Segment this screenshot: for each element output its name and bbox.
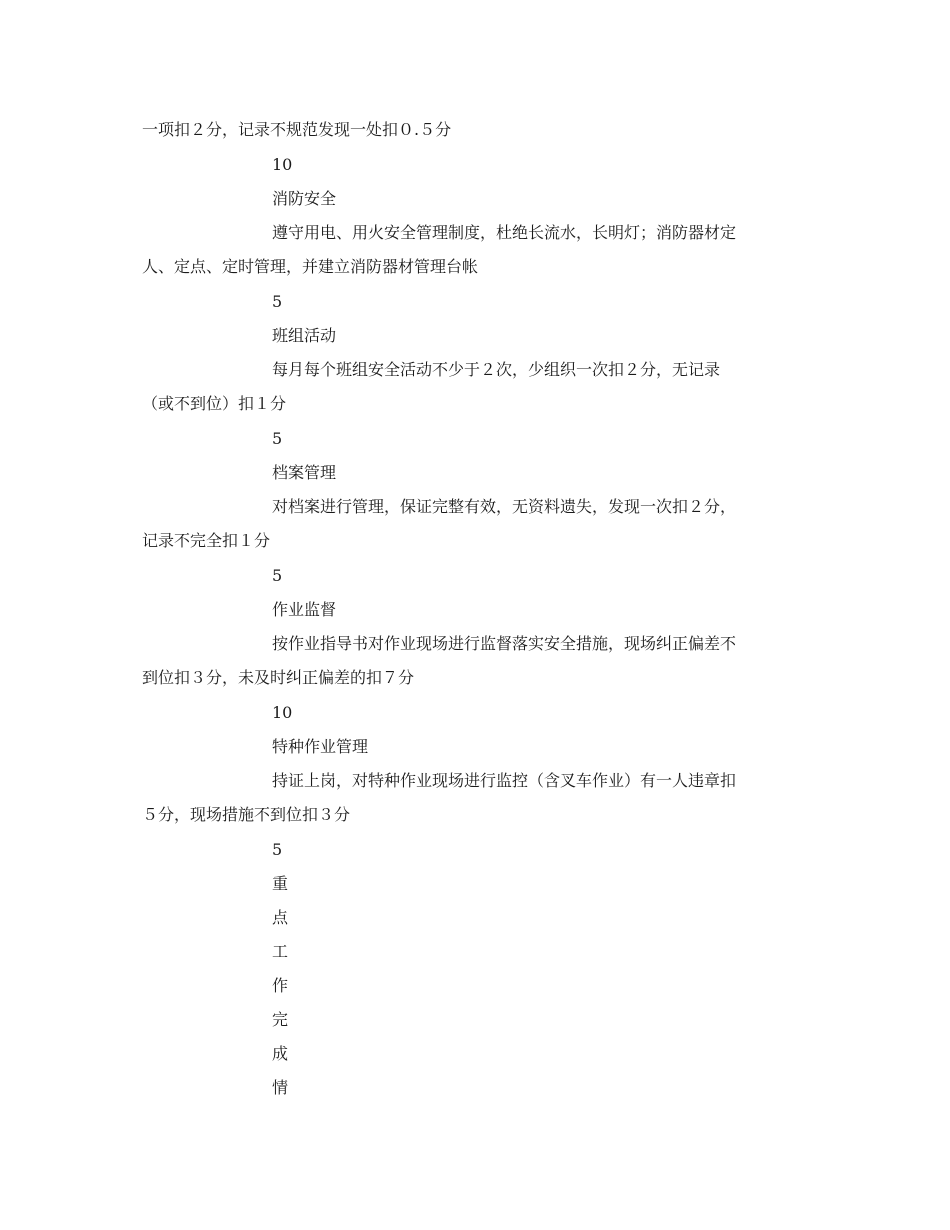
criteria-special-ops-line-1: 持证上岗，对特种作业现场进行监控（含叉车作业）有一人违章扣 [272, 771, 737, 790]
vertical-heading-char: 工 [272, 942, 289, 961]
score-5: 5 [272, 429, 283, 448]
vertical-heading-char: 重 [272, 874, 289, 893]
criteria-archive-line-2: 记录不完全扣１分 [142, 531, 271, 550]
vertical-heading-char: 完 [272, 1010, 289, 1029]
criteria-supervision-line-2: 到位扣３分，未及时纠正偏差的扣７分 [142, 668, 415, 687]
score-5: 5 [272, 840, 283, 859]
criteria-special-ops-line-2: ５分，现场措施不到位扣３分 [142, 805, 351, 824]
criteria-team-activity-line-1: 每月每个班组安全活动不少于２次，少组织一次扣２分，无记录 [272, 360, 721, 379]
criteria-supervision-line-1: 按作业指导书对作业现场进行监督落实安全措施，现场纠正偏差不 [272, 634, 737, 653]
score-5: 5 [272, 292, 283, 311]
item-team-activity: 班组活动 [272, 326, 337, 345]
vertical-heading-char: 点 [272, 908, 289, 927]
vertical-heading-char: 情 [272, 1078, 289, 1097]
score-5: 5 [272, 566, 283, 585]
score-10: 10 [272, 155, 293, 174]
text-line-1: 一项扣２分，记录不规范发现一处扣０.５分 [142, 120, 452, 139]
criteria-archive-line-1: 对档案进行管理，保证完整有效，无资料遗失，发现一次扣２分， [272, 497, 737, 516]
vertical-heading-char: 成 [272, 1044, 289, 1063]
item-archive-management: 档案管理 [272, 463, 337, 482]
score-10: 10 [272, 703, 293, 722]
item-work-supervision: 作业监督 [272, 600, 337, 619]
criteria-team-activity-line-2: （或不到位）扣１分 [142, 394, 287, 413]
criteria-fire-safety-line-1: 遵守用电、用火安全管理制度，杜绝长流水，长明灯；消防器材定 [272, 223, 737, 242]
vertical-heading-char: 作 [272, 976, 289, 995]
item-special-operations: 特种作业管理 [272, 737, 369, 756]
criteria-fire-safety-line-2: 人、定点、定时管理，并建立消防器材管理台帐 [142, 257, 479, 276]
item-fire-safety: 消防安全 [272, 189, 337, 208]
